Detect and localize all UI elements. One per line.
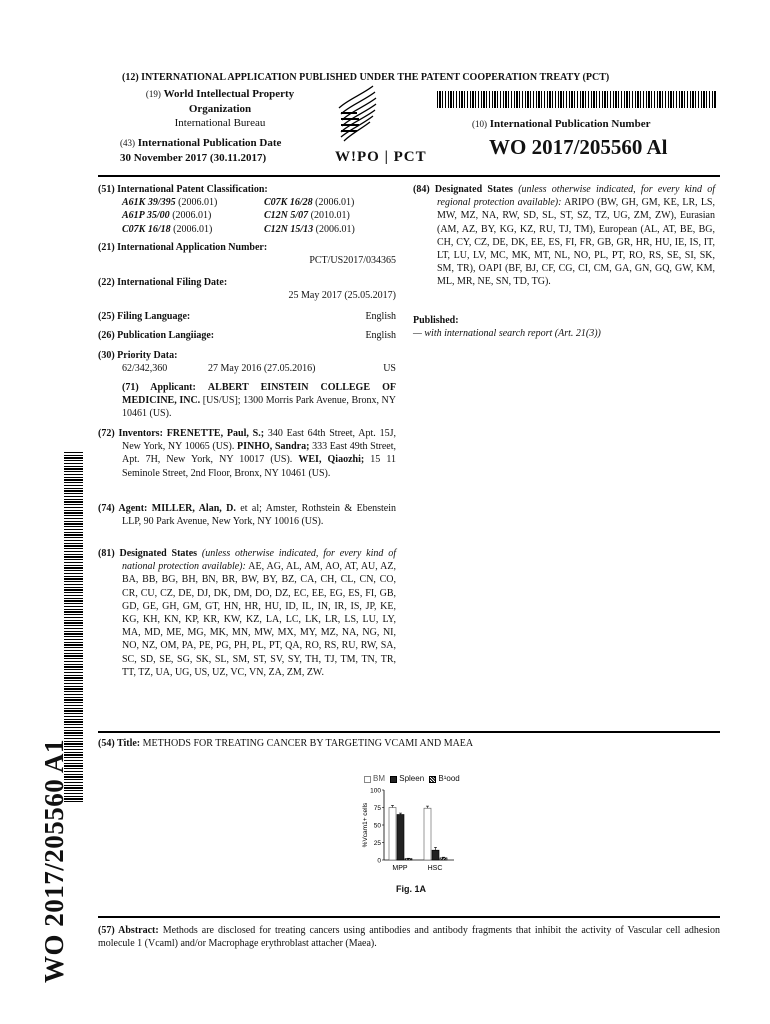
field-25-label: (25) Filing Language: [98, 311, 191, 322]
ipc-class-1: A61K 39/395 (2006.01) [122, 197, 218, 209]
abstract-field [98, 924, 720, 950]
national-states-list: AE, AG, AL, AM, AO, AT, AU, AZ, BA, BB, BG, BH, BN, BR, BW, BY, BZ, CA, CH, CL, CN, CO, CR, CU, CZ, DE, DJ, DK, DM, DO, DZ, EC, EE, EG, ES, FI, GB, GD, GE, GH, GM, GT, HN, HR, HU, ID, IL, IN, IR, IS, JP, KE, KG, KH, KN, KP, KR, KW, KZ, LA, LC, LK, LR, LS, LU, LY, MA, MD, ME, MG, MK, MN, MW, MX, MY, MZ, NA, NG, NI, NO, NZ, OM, PA, PE, PG, PH, PL, PT, QA, RO, RS, RU, RW, SA, SC, SD, SE, SG, SK, SL, SM, ST, SV, SY, TH, TJ, TM, TN, TR, TT, TZ, UA, UG, US, UZ, VC, VN, ZA, ZM, ZW. [122, 561, 396, 678]
field-22-label: (22) International Filing Date: [98, 277, 228, 288]
field-74-label: (74) Agent: [98, 503, 148, 514]
inventor-3-address: 15 11 Seminole Street, 2nd Floor, Bronx, NY 10461 (US). [122, 454, 397, 479]
bar-bm-mpp [389, 808, 396, 861]
org-name-line1: World Intellectual Property [163, 88, 295, 100]
pubdate-value: 30 November 2017 (30.11.2017) [120, 151, 267, 164]
side-publication-number: WO 2017/205560 A1 [39, 738, 69, 983]
title-divider [98, 731, 720, 733]
field-26-label: (26) Publication Langiiage: [98, 330, 215, 341]
org-code: (19) [145, 89, 161, 99]
pubdate-label: International Publication Date [137, 137, 282, 149]
inventor-3-name: WEI, Qiaozhi; [298, 454, 365, 466]
published-block [413, 314, 715, 340]
inventor-1-name: FRENETTE, Paul, S.; [166, 428, 265, 439]
publication-number: WO 2017/205560 Al [489, 134, 668, 159]
field-84-label: (84) Designated States [413, 184, 513, 195]
agent-name: MILLER, Alan, D. [151, 503, 236, 514]
field-21-label: (21) International Application Number: [98, 242, 268, 253]
field-72 [98, 427, 396, 480]
field-51 [98, 183, 398, 236]
org-name-line2: Organization [188, 102, 252, 115]
field-51-label: (51) International Patent Classification: [98, 184, 268, 195]
x-tick-label: HSC [427, 865, 443, 872]
y-tick-label: 25 [373, 840, 381, 847]
bar-chart [344, 784, 464, 882]
bar-bm-hsc [424, 808, 431, 860]
inventor-1-address: 340 East 64th Street, Apt. 15J, New York, NY 10065 (US). [122, 428, 396, 453]
field-71-label: (71) Applicant: [122, 382, 196, 393]
wipo-logo-icon [333, 82, 383, 148]
y-axis-label: %Vcam1+ cells [362, 802, 369, 848]
y-tick-label: 0 [377, 857, 381, 865]
title-label: (54) Title: [98, 738, 141, 749]
field-74 [98, 502, 396, 528]
field-30 [98, 349, 396, 375]
y-tick-label: 75 [373, 805, 381, 812]
legend-swatch-blood [429, 776, 436, 783]
applicant-name: ALBERT EINSTEIN COLLEGE OF MEDICINE, INC. [122, 382, 397, 407]
ipc-class-4: C12N 5/07 (2010.01) [264, 210, 350, 222]
field-84 [413, 183, 715, 289]
pubdate-code: (43) [120, 138, 135, 148]
inventor-2-name: PINHO, Sandra; [237, 441, 310, 453]
pubnum-code: (10) [472, 119, 487, 129]
top-barcode [437, 91, 717, 108]
publication-number-block [472, 117, 722, 161]
legend-swatch-bm [364, 776, 371, 783]
legend-label-blood: B¹ood [438, 774, 460, 783]
header-divider [98, 175, 720, 177]
field-26 [98, 329, 396, 342]
publication-language: English [365, 330, 396, 341]
field-21 [98, 241, 396, 267]
ipc-class-3: A61P 35/00 (2006.01) [122, 210, 212, 222]
figure-caption: Fig. 1A [396, 884, 427, 894]
abstract-label: (57) Abstract: [98, 925, 159, 936]
y-tick-label: 50 [373, 822, 381, 830]
treaty-heading: (12) INTERNATIONAL APPLICATION PUBLISHED UNDER THE PATENT COOPERATION TREATY (PCT) [122, 72, 610, 83]
regional-states-list: ARIPO (BW, GH, GM, KE, LR, LS, MW, MZ, NA, RW, SD, SL, ST, SZ, TZ, UG, ZM, ZW), Eurasian (AM, AZ, BY, KG, KZ, RU, TJ, TM), European (AL, AT, BE, BG, CH, CY, CZ, DE, DK, EE, ES, FI, FR, GB, GR, HR, HU, IE, IS, IT, LT, LU, LV, MC, MK, MT, NL, NO, PL, PT, RO, RS, SE, SI, SK, SM, TR), OAPI (BF, BJ, CF, CG, CI, CM, GA, GN, GQ, GW, KM, ML, MR, NE, SN, TD, TG). [437, 197, 715, 288]
inventor-2-address: 333 East 49th Street, Apt. 7H, New York, NY 10017 (US). [122, 441, 397, 466]
filing-date: 25 May 2017 (25.05.2017) [288, 290, 396, 302]
y-tick-label: 100 [370, 787, 381, 795]
bar-spleen-mpp [397, 815, 404, 861]
legend-swatch-spleen [390, 776, 397, 783]
wipo-pct-wordmark: W!PO | PCT [335, 149, 427, 165]
field-72-label: (72) Inventors: [98, 428, 163, 439]
publication-date-block [120, 136, 330, 165]
title-value: METHODS FOR TREATING CANCER BY TARGETING VCAMI AND MAEA [142, 738, 474, 749]
x-tick-label: MPP [392, 865, 408, 872]
title-field [98, 737, 473, 750]
pubnum-label: International Publication Number [489, 118, 651, 130]
published-item: — with international search report (Art. 21(3)) [413, 328, 601, 340]
field-30-label: (30) Priority Data: [98, 350, 178, 361]
legend-label-bm: BM [373, 774, 385, 783]
legend-label-spleen: Spleen [399, 774, 425, 783]
priority-country: US [383, 363, 396, 375]
field-84-note: (unless otherwise indicated, for every kind of regional protection available): [437, 184, 715, 209]
published-label: Published: [413, 315, 459, 326]
application-number: PCT/US2017/034365 [309, 255, 396, 267]
bar-spleen-hsc [432, 850, 439, 860]
ipc-class-6: C12N 15/13 (2006.01) [264, 223, 355, 235]
filing-language: English [365, 311, 396, 322]
agent-address: et al; Amster, Rothstein & Ebenstein LLP, 90 Park Avenue, New York, NY 10016 (US). [122, 503, 397, 528]
ipc-class-5: C07K 16/18 (2006.01) [122, 223, 213, 235]
abstract-text: Methods are disclosed for treating cancers using antibodies and antibody fragments that inhibit the activity of Vascular cell adhesion molecule 1 (Vcaml) and/or Macrophage erythroblast attacher (Maea). [98, 925, 721, 950]
applicant-address: [US/US]; 1300 Morris Park Avenue, Bronx, NY 10461 (US). [122, 395, 396, 420]
priority-date: 27 May 2016 (27.05.2016) [208, 363, 316, 375]
bar-blood-hsc [440, 858, 447, 860]
bar-blood-mpp [405, 859, 412, 860]
abstract-divider [98, 916, 720, 918]
field-25 [98, 310, 396, 323]
priority-number: 62/342,360 [122, 363, 168, 375]
field-71 [98, 381, 396, 421]
field-81 [98, 547, 396, 679]
field-22 [98, 276, 396, 302]
field-81-label: (81) Designated States [98, 548, 198, 559]
organization-block [120, 87, 320, 131]
ipc-class-2: C07K 16/28 (2006.01) [264, 197, 355, 209]
field-81-note: (unless otherwise indicated, for every kind of national protection available): [122, 548, 396, 573]
international-bureau: International Bureau [174, 117, 266, 130]
